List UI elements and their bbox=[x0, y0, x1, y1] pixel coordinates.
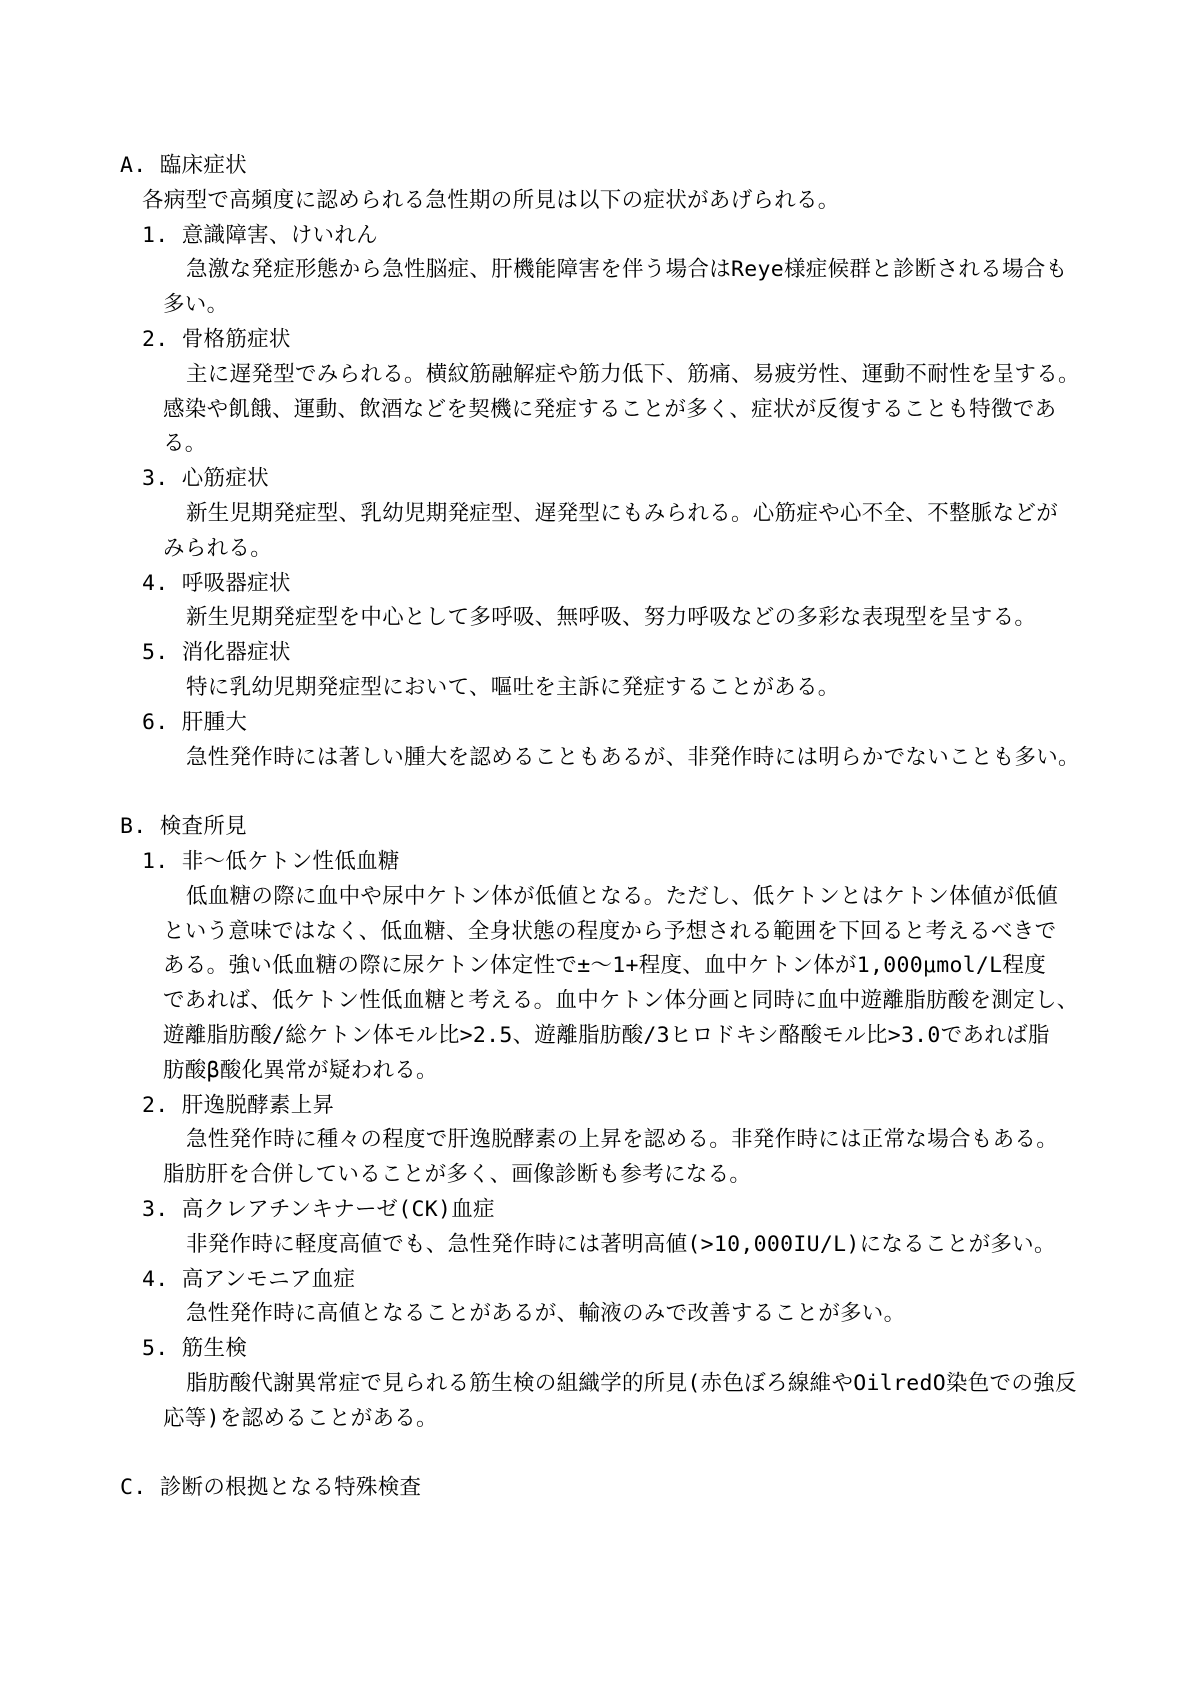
item-title: 1. 意識障害、けいれん bbox=[142, 222, 378, 248]
item-title: 1. 非〜低ケトン性低血糖 bbox=[142, 848, 400, 874]
paragraph-line: 主に遅発型でみられる。横紋筋融解症や筋力低下、筋痛、易疲労性、運動不耐性を呈する。 bbox=[186, 361, 1080, 387]
paragraph-line: 低血糖の際に血中や尿中ケトン体が低値となる。ただし、低ケトンとはケトン体値が低値 bbox=[186, 883, 1059, 909]
section-heading: A. 臨床症状 bbox=[120, 153, 247, 178]
item-title: 3. 高クレアチンキナーゼ(CK)血症 bbox=[142, 1196, 495, 1222]
section-spacer bbox=[0, 1436, 1181, 1471]
paragraph-line: ある。強い低血糖の際に尿ケトン体定性で±〜1+程度、血中ケトン体が1,000μmol/L程度 bbox=[163, 953, 1047, 979]
item-title: 4. 呼吸器症状 bbox=[142, 570, 291, 596]
paragraph-line: 感染や飢餓、運動、飲酒などを契機に発症することが多く、症状が反復することも特徴であ bbox=[163, 396, 1057, 422]
paragraph-line: みられる。 bbox=[163, 535, 273, 561]
paragraph-line: 急性発作時には著しい腫大を認めることもあるが、非発作時には明らかでないことも多い。 bbox=[186, 744, 1080, 770]
paragraph-line: 遊離脂肪酸/総ケトン体モル比>2.5、遊離脂肪酸/3ヒロドキシ酪酸モル比>3.0であれば脂 bbox=[163, 1022, 1050, 1048]
item-title: 5. 筋生検 bbox=[142, 1336, 248, 1362]
item-title: 4. 高アンモニア血症 bbox=[142, 1266, 356, 1292]
item-title: 2. 肝逸脱酵素上昇 bbox=[142, 1092, 335, 1118]
item-title: 6. 肝腫大 bbox=[142, 709, 248, 735]
paragraph-line: 多い。 bbox=[163, 292, 229, 318]
paragraph-line: 急性発作時に種々の程度で肝逸脱酵素の上昇を認める。非発作時には正常な場合もある。 bbox=[186, 1127, 1059, 1153]
paragraph-line: 特に乳幼児期発症型において、嘔吐を主訴に発症することがある。 bbox=[186, 674, 840, 700]
paragraph-line: 肪酸β酸化異常が疑われる。 bbox=[163, 1057, 438, 1083]
paragraph-line: 脂肪肝を合併していることが多く、画像診断も参考になる。 bbox=[163, 1162, 752, 1188]
document-body bbox=[0, 149, 1181, 1506]
section-lead-text: 各病型で高頻度に認められる急性期の所見は以下の症状があげられる。 bbox=[142, 187, 840, 213]
paragraph-line: る。 bbox=[163, 431, 207, 457]
section-spacer bbox=[0, 775, 1181, 810]
paragraph-line: 急性発作時に高値となることがあるが、輸液のみで改善することが多い。 bbox=[186, 1301, 906, 1327]
paragraph-line: 非発作時に軽度高値でも、急性発作時には著明高値(>10,000IU/L)になることが多い。 bbox=[186, 1231, 1056, 1257]
item-title: 5. 消化器症状 bbox=[142, 640, 291, 666]
paragraph-line: という意味ではなく、低血糖、全身状態の程度から予想される範囲を下回ると考えるべきで bbox=[163, 918, 1057, 944]
item-title: 3. 心筋症状 bbox=[142, 466, 269, 492]
paragraph-line: 応等)を認めることがある。 bbox=[163, 1405, 438, 1431]
section-heading: C. 診断の根拠となる特殊検査 bbox=[120, 1475, 422, 1501]
paragraph-line: 新生児期発症型を中心として多呼吸、無呼吸、努力呼吸などの多彩な表現型を呈する。 bbox=[186, 605, 1037, 631]
paragraph-line: 脂肪酸代謝異常症で見られる筋生検の組織学的所見(赤色ぼろ線維やOilredO染色での強反 bbox=[186, 1370, 1077, 1396]
paragraph-line: であれば、低ケトン性低血糖と考える。血中ケトン体分画と同時に血中遊離脂肪酸を測定し、 bbox=[163, 988, 1079, 1014]
item-title: 2. 骨格筋症状 bbox=[142, 326, 291, 352]
paragraph-line: 新生児期発症型、乳幼児期発症型、遅発型にもみられる。心筋症や心不全、不整脈などが bbox=[186, 500, 1059, 526]
paragraph-line: 急激な発症形態から急性脳症、肝機能障害を伴う場合はReye様症候群と診断される場合も bbox=[186, 257, 1068, 283]
section-heading: B. 検査所見 bbox=[120, 814, 247, 840]
